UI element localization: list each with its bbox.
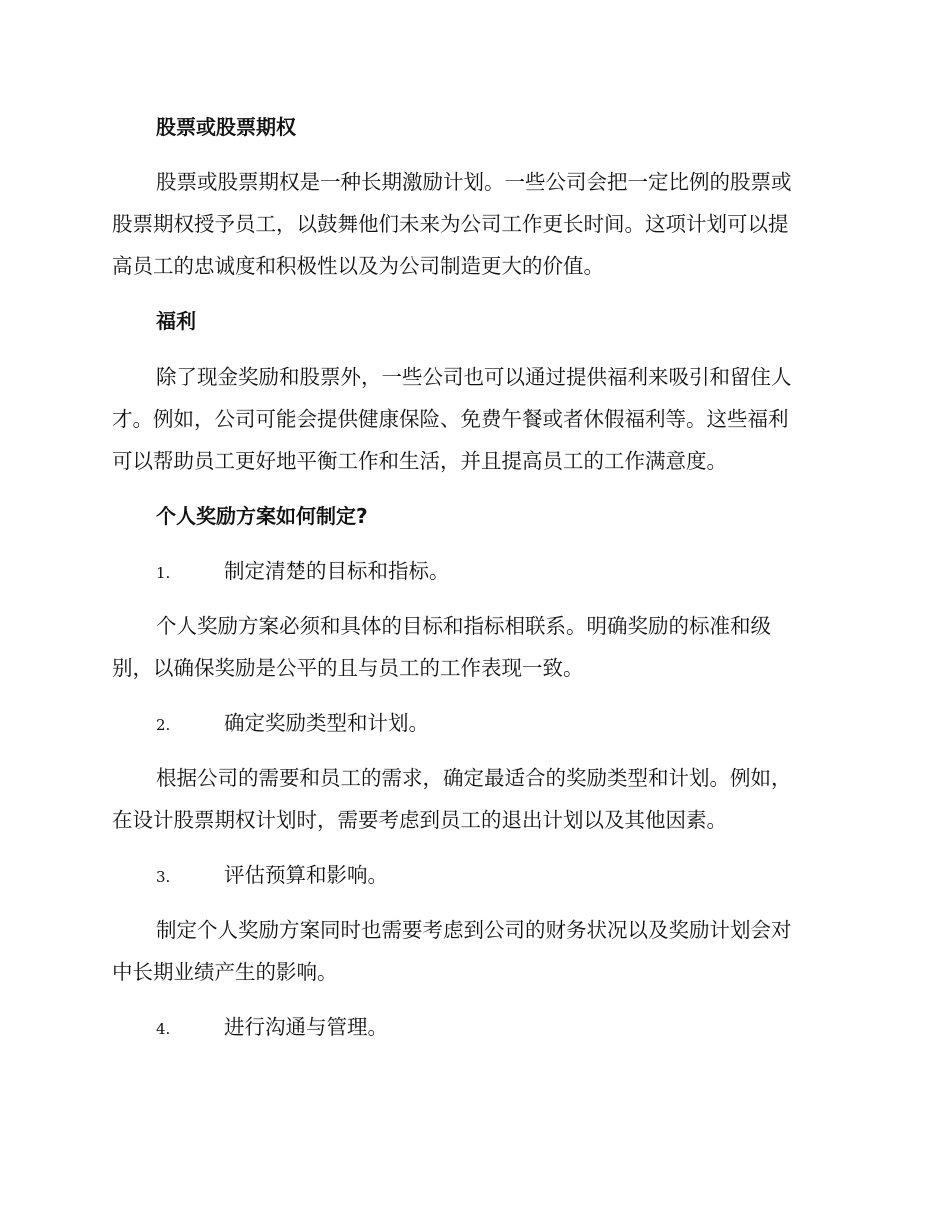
step-title: 制定清楚的目标和指标。 [224, 559, 450, 583]
numbered-step-4 [156, 1013, 388, 1043]
step-title: 确定奖励类型和计划。 [224, 711, 429, 735]
paragraph-line: 在设计股票期权计划时，需要考虑到员工的退出计划以及其他因素。 [112, 808, 727, 832]
paragraph-line: 个人奖励方案必须和具体的目标和指标相联系。明确奖励的标准和级 [156, 614, 771, 638]
paragraph-line: 除了现金奖励和股票外，一些公司也可以通过提供福利来吸引和留住人 [156, 365, 792, 389]
paragraph-line: 中长期业绩产生的影响。 [112, 960, 338, 984]
step-number: 3. [156, 868, 171, 886]
step-number: 1. [156, 564, 171, 582]
paragraph-step-1 [112, 605, 832, 689]
paragraph-line: 股票或股票期权是一种长期激励计划。一些公司会把一定比例的股票或 [156, 170, 792, 194]
paragraph-line: 股票期权授予员工，以鼓舞他们未来为公司工作更长时间。这项计划可以提 [112, 212, 789, 236]
step-title: 评估预算和影响。 [224, 863, 388, 887]
section-heading-stock: 股票或股票期权 [156, 115, 296, 139]
paragraph-line: 可以帮助员工更好地平衡工作和生活，并且提高员工的工作满意度。 [112, 449, 727, 473]
paragraph-welfare [112, 356, 832, 482]
step-title: 进行沟通与管理。 [224, 1015, 388, 1039]
numbered-step-2 [156, 709, 429, 739]
paragraph-line: 制定个人奖励方案同时也需要考虑到公司的财务状况以及奖励计划会对 [156, 918, 792, 942]
paragraph-line: 别，以确保奖励是公平的且与员工的工作表现一致。 [112, 656, 584, 680]
paragraph-line: 根据公司的需要和员工的需求，确定最适合的奖励类型和计划。例如， [156, 766, 792, 790]
numbered-step-1 [156, 557, 450, 587]
step-number: 4. [156, 1020, 171, 1038]
step-number: 2. [156, 716, 171, 734]
section-heading-plan: 个人奖励方案如何制定? [156, 504, 368, 528]
paragraph-stock [112, 161, 832, 287]
paragraph-line: 才。例如，公司可能会提供健康保险、免费午餐或者休假福利等。这些福利 [112, 407, 789, 431]
paragraph-step-3 [112, 909, 832, 993]
section-heading-welfare: 福利 [156, 309, 196, 333]
numbered-step-3 [156, 861, 388, 891]
paragraph-line: 高员工的忠诚度和积极性以及为公司制造更大的价值。 [112, 254, 604, 278]
paragraph-step-2 [112, 757, 832, 841]
